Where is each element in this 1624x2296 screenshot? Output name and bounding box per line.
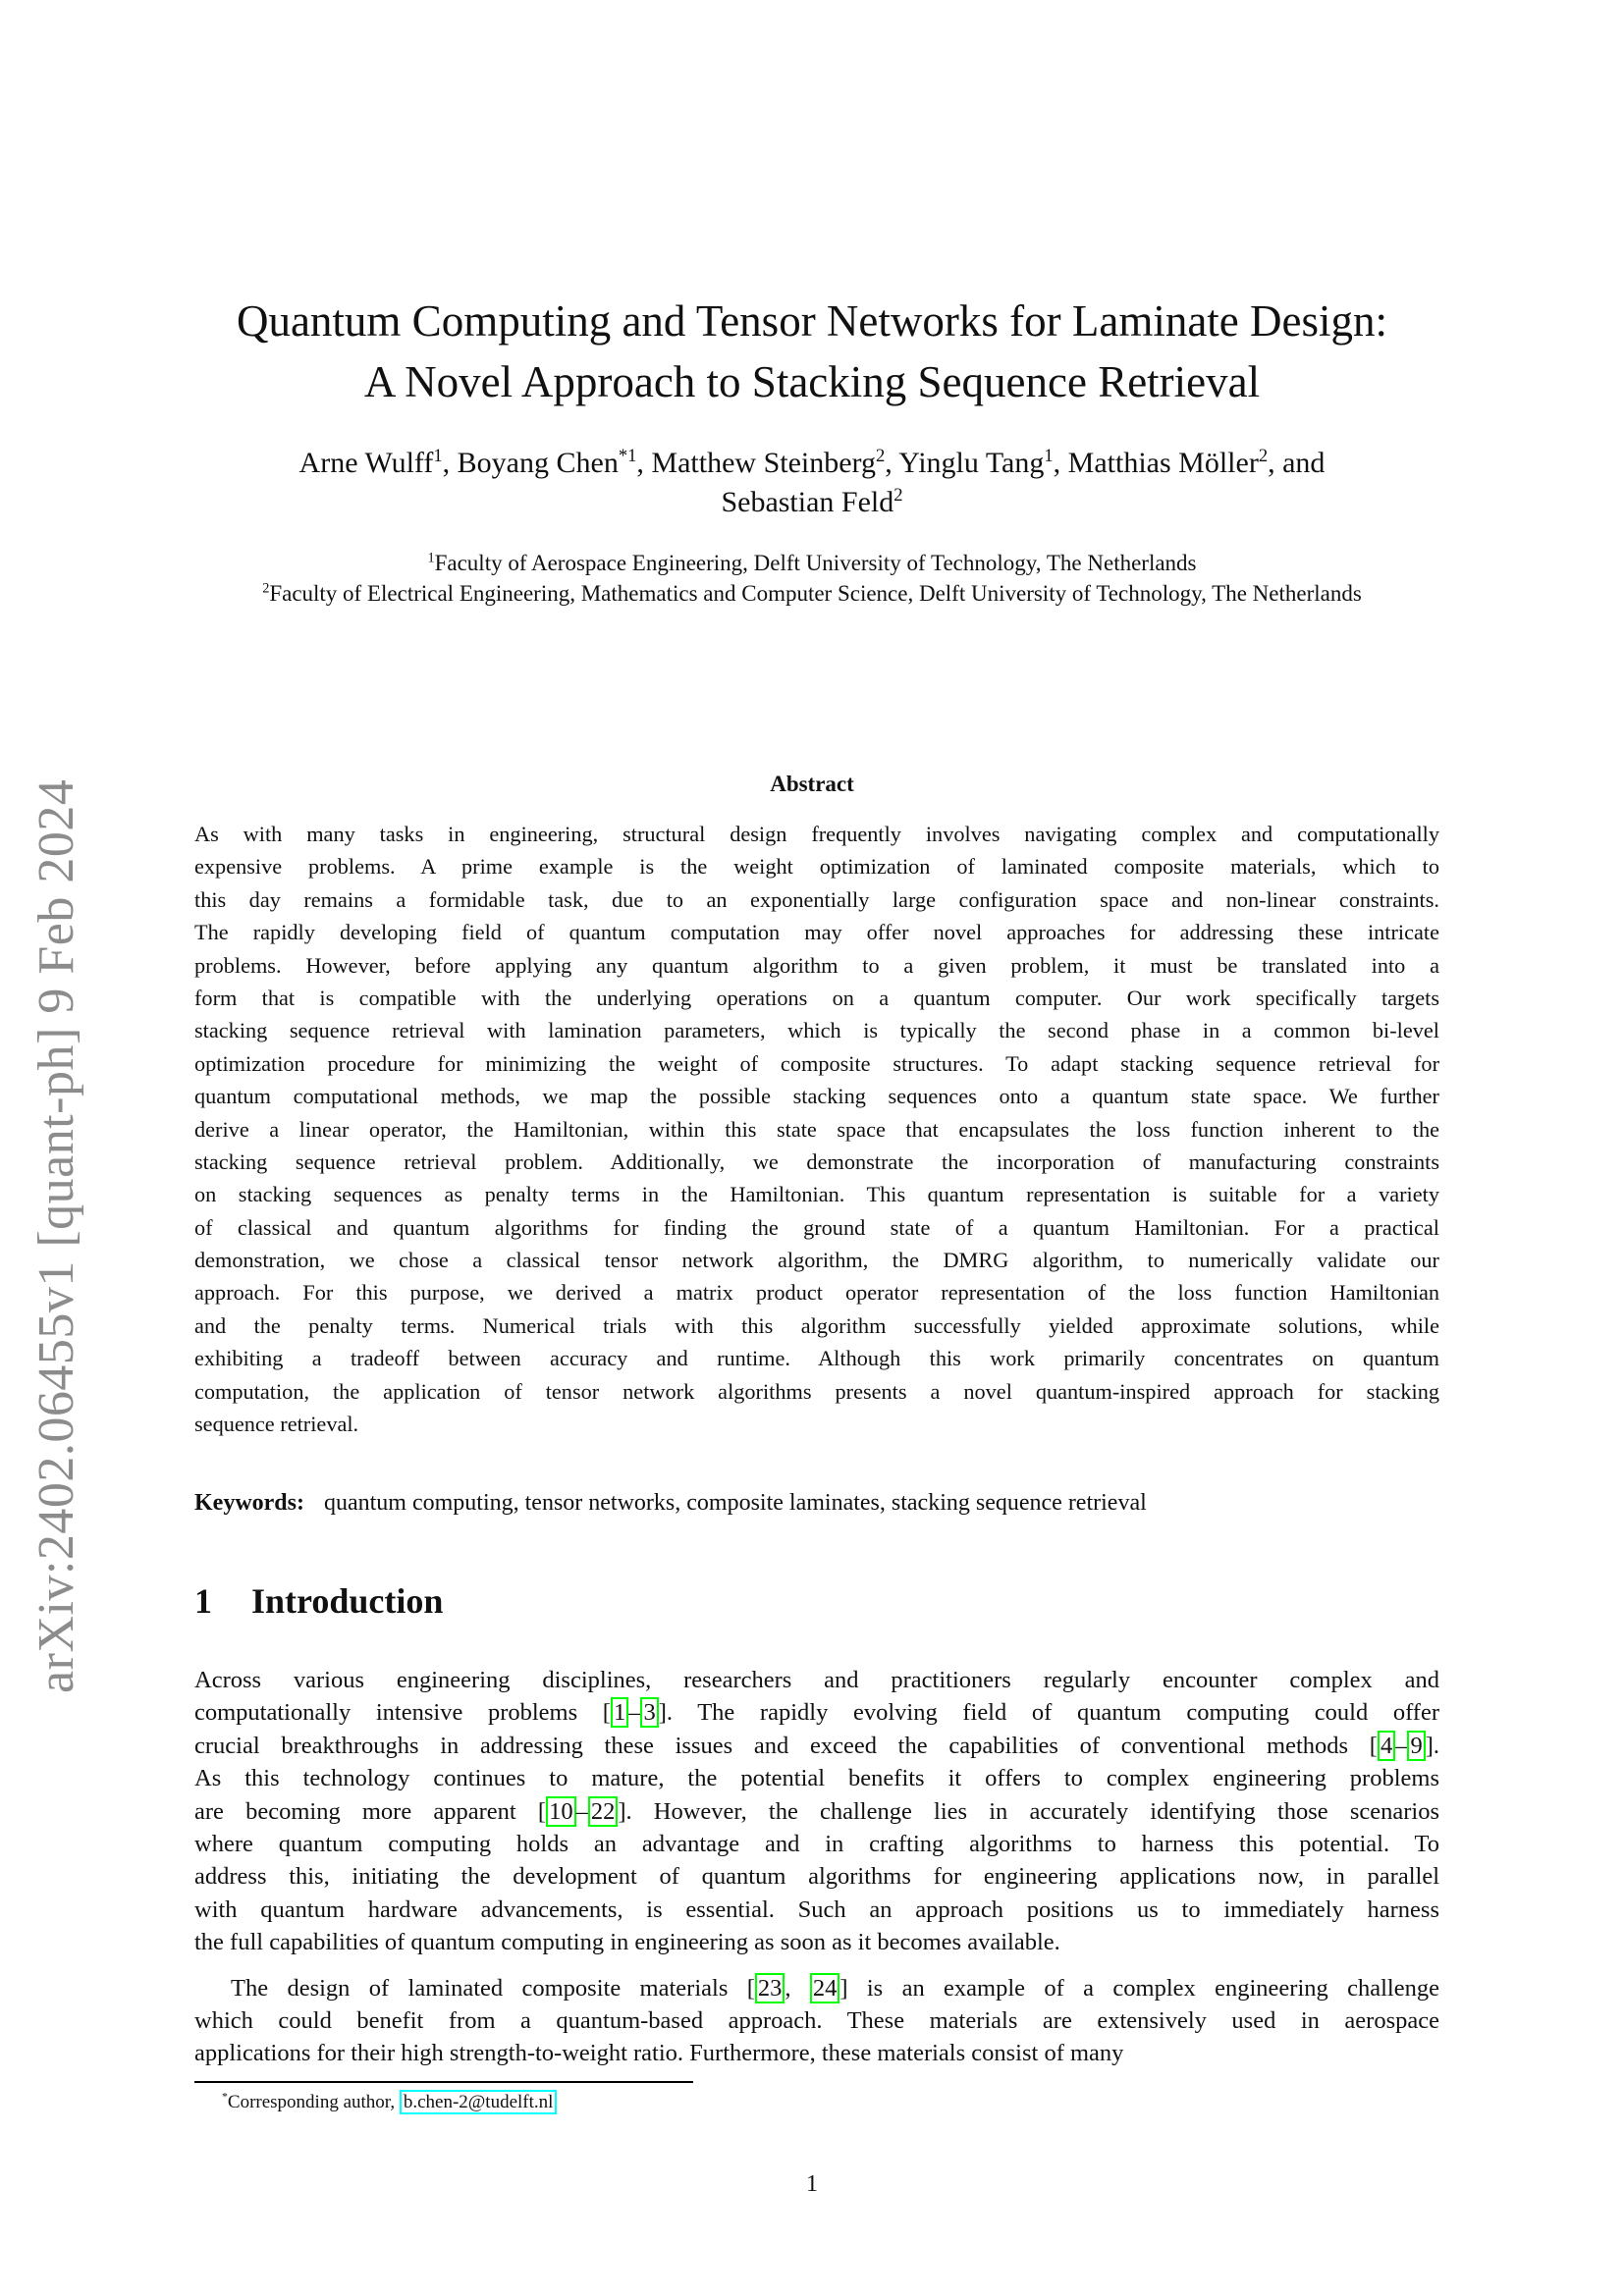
abstract-line: quantum computational methods, we map the possible stacking sequences onto a quantum state space. We further: [194, 1084, 1439, 1109]
text-run: The design of laminated composite materials [: [231, 1974, 755, 2002]
citation-link[interactable]: 22: [588, 1796, 619, 1827]
keywords-label: Keywords:: [194, 1490, 304, 1516]
text-run: crucial breakthroughs in addressing these issues and exceed the capabilities of conventional methods [: [194, 1732, 1378, 1759]
author-name: Matthew Steinberg: [651, 447, 876, 479]
text-run: –: [628, 1699, 641, 1727]
author-affiliation-marker: *1: [618, 446, 637, 466]
paragraph-line: [194, 1926, 1439, 1958]
text-run: are becoming more apparent [: [194, 1797, 547, 1825]
introduction-body: [194, 1664, 1439, 2070]
affiliation-marker: 1: [427, 550, 435, 566]
text-run: ]. However, the challenge lies in accurately identifying those scenarios: [618, 1797, 1440, 1825]
author-separator: ,: [442, 447, 458, 479]
abstract-line: The rapidly developing field of quantum computation may offer novel approaches for addressing these intricate: [194, 920, 1439, 945]
author-separator: , and: [1268, 447, 1326, 479]
footnote-rule: [194, 2081, 693, 2083]
text-run: address this, initiating the development of quantum algorithms for engineering applications now, in parallel: [194, 1863, 1439, 1891]
abstract-line: stacking sequence retrieval with lamination parameters, which is typically the second phase in a common bi-level: [194, 1018, 1439, 1043]
abstract-line: this day remains a formidable task, due to an exponentially large configuration space and non-linear constraints.: [194, 886, 1439, 912]
text-run: computationally intensive problems [: [194, 1699, 611, 1727]
citation-link[interactable]: 9: [1407, 1731, 1425, 1761]
abstract-line: derive a linear operator, the Hamiltonian, within this state space that encapsulates the loss function inherent to the: [194, 1116, 1439, 1142]
paragraph-line: [194, 1730, 1439, 1762]
author-affiliation-marker: 2: [876, 446, 886, 466]
footnote-marker: *: [222, 2090, 228, 2104]
text-run: ]. The rapidly evolving field of quantum computing could offer: [658, 1699, 1439, 1727]
title-line: A Novel Approach to Stacking Sequence Retrieval: [363, 357, 1261, 406]
paragraph-line: [194, 1894, 1439, 1926]
affiliation-marker: 2: [262, 580, 270, 597]
paragraph-line: [194, 2037, 1439, 2069]
abstract-line: expensive problems. A prime example is the weight optimization of laminated composite materials, which to: [194, 854, 1439, 880]
paragraph-line: [194, 1795, 1439, 1828]
paragraph-line: [194, 1696, 1439, 1729]
paragraph-line: [194, 2004, 1439, 2037]
author-separator: ,: [885, 447, 899, 479]
abstract-line: and the penalty terms. Numerical trials with this algorithm successfully yielded approximate solutions, while: [194, 1312, 1439, 1338]
paragraph-line: [194, 1860, 1439, 1893]
footnote: [222, 2088, 557, 2117]
keywords: [194, 1490, 1439, 1517]
author-separator: ,: [1053, 447, 1068, 479]
paragraph-line: [194, 1828, 1439, 1860]
citation-link[interactable]: 10: [546, 1796, 576, 1827]
abstract-line: of classical and quantum algorithms for finding the ground state of a quantum Hamiltonian. For a practical: [194, 1214, 1439, 1240]
author-name: Sebastian Feld: [721, 486, 894, 518]
text-run: with quantum hardware advancements, is essential. Such an approach positions us to immediately harness: [194, 1896, 1439, 1923]
abstract-line: exhibiting a tradeoff between accuracy and runtime. Although this work primarily concentrates on quantum: [194, 1346, 1439, 1371]
affiliation-text: Faculty of Electrical Engineering, Mathematics and Computer Science, Delft University of Technology, The Netherlands: [269, 581, 1362, 606]
abstract-line: optimization procedure for minimizing the weight of composite structures. To adapt stacking sequence retrieval for: [194, 1050, 1439, 1076]
abstract-line: computation, the application of tensor network algorithms presents a novel quantum-inspired approach for stacking: [194, 1378, 1439, 1404]
affiliation: [187, 548, 1437, 578]
text-run: –: [575, 1797, 588, 1825]
abstract-line: demonstration, we chose a classical tensor network algorithm, the DMRG algorithm, to numerically validate our: [194, 1248, 1439, 1273]
abstract-line: on stacking sequences as penalty terms in the Hamiltonian. This quantum representation is suitable for a variety: [194, 1182, 1439, 1207]
text-run: which could benefit from a quantum-based approach. These materials are extensively used in aerospace: [194, 2006, 1439, 2034]
author-separator: ,: [636, 447, 652, 479]
citation-link[interactable]: 24: [810, 1973, 840, 2003]
arxiv-identifier-stamp: arXiv:2402.06455v1 [quant-ph] 9 Feb 2024: [28, 778, 84, 1693]
footnote-text: Corresponding author,: [227, 2092, 400, 2112]
abstract-heading: Abstract: [770, 772, 854, 796]
abstract-line: problems. However, before applying any quantum algorithm to a given problem, it must be translated into a: [194, 952, 1439, 978]
abstract-line: stacking sequence retrieval problem. Additionally, we demonstrate the incorporation of manufacturing constraints: [194, 1148, 1439, 1174]
author-list: [187, 444, 1437, 522]
abstract-line: approach. For this purpose, we derived a matrix product operator representation of the loss function Hamiltonian: [194, 1280, 1439, 1306]
text-run: –: [1395, 1732, 1408, 1759]
text-run: As this technology continues to mature, the potential benefits it offers to complex engineering problems: [194, 1765, 1439, 1792]
section-number: 1: [194, 1581, 212, 1621]
citation-link[interactable]: 3: [640, 1697, 658, 1728]
paragraph-gap: [194, 1959, 1439, 1972]
paragraph-line: [194, 1972, 1439, 2004]
citation-link[interactable]: 1: [611, 1697, 628, 1728]
author-affiliation-marker: 2: [893, 485, 903, 506]
author-affiliation-marker: 2: [1258, 446, 1269, 466]
author-name: Arne Wulff: [298, 447, 434, 479]
author-affiliation-marker: 1: [433, 446, 443, 466]
citation-link[interactable]: 4: [1378, 1731, 1395, 1761]
paragraph-line: [194, 1762, 1439, 1794]
author-affiliation-marker: 1: [1044, 446, 1054, 466]
paragraph-line: [194, 1664, 1439, 1696]
citation-link[interactable]: 23: [755, 1973, 785, 2003]
text-run: ].: [1425, 1732, 1439, 1759]
abstract-line: form that is compatible with the underlying operations on a quantum computer. Our work specifically targets: [194, 985, 1439, 1010]
paper-title: [0, 291, 1624, 412]
text-run: applications for their high strength-to-weight ratio. Furthermore, these materials consist of many: [194, 2040, 1124, 2067]
author-name: Yinglu Tang: [898, 447, 1045, 479]
title-line: Quantum Computing and Tensor Networks for Laminate Design:: [236, 296, 1388, 346]
author-name: Matthias Möller: [1067, 447, 1259, 479]
author-name: Boyang Chen: [457, 447, 619, 479]
abstract-body: [194, 818, 1439, 1440]
affiliations: [187, 548, 1437, 609]
page-number: 1: [806, 2171, 818, 2197]
text-run: where quantum computing holds an advantage and in crafting algorithms to harness this potential. To: [194, 1830, 1439, 1857]
abstract-line: As with many tasks in engineering, structural design frequently involves navigating complex and computationally: [194, 822, 1439, 846]
affiliation: [187, 578, 1437, 609]
abstract-line: sequence retrieval.: [194, 1412, 359, 1437]
email-link[interactable]: b.chen-2@tudelft.nl: [400, 2090, 558, 2114]
section-title: Introduction: [251, 1581, 444, 1621]
section-heading: [194, 1580, 1439, 1622]
text-run: ,: [785, 1974, 810, 2002]
text-run: Across various engineering disciplines, researchers and practitioners regularly encounter complex and: [194, 1667, 1439, 1693]
text-run: ] is an example of a complex engineering challenge: [839, 1974, 1439, 2002]
text-run: the full capabilities of quantum computing in engineering as soon as it becomes available.: [194, 1929, 1060, 1956]
keywords-text: quantum computing, tensor networks, composite laminates, stacking sequence retrieval: [323, 1490, 1147, 1516]
affiliation-text: Faculty of Aerospace Engineering, Delft University of Technology, The Netherlands: [434, 551, 1197, 575]
